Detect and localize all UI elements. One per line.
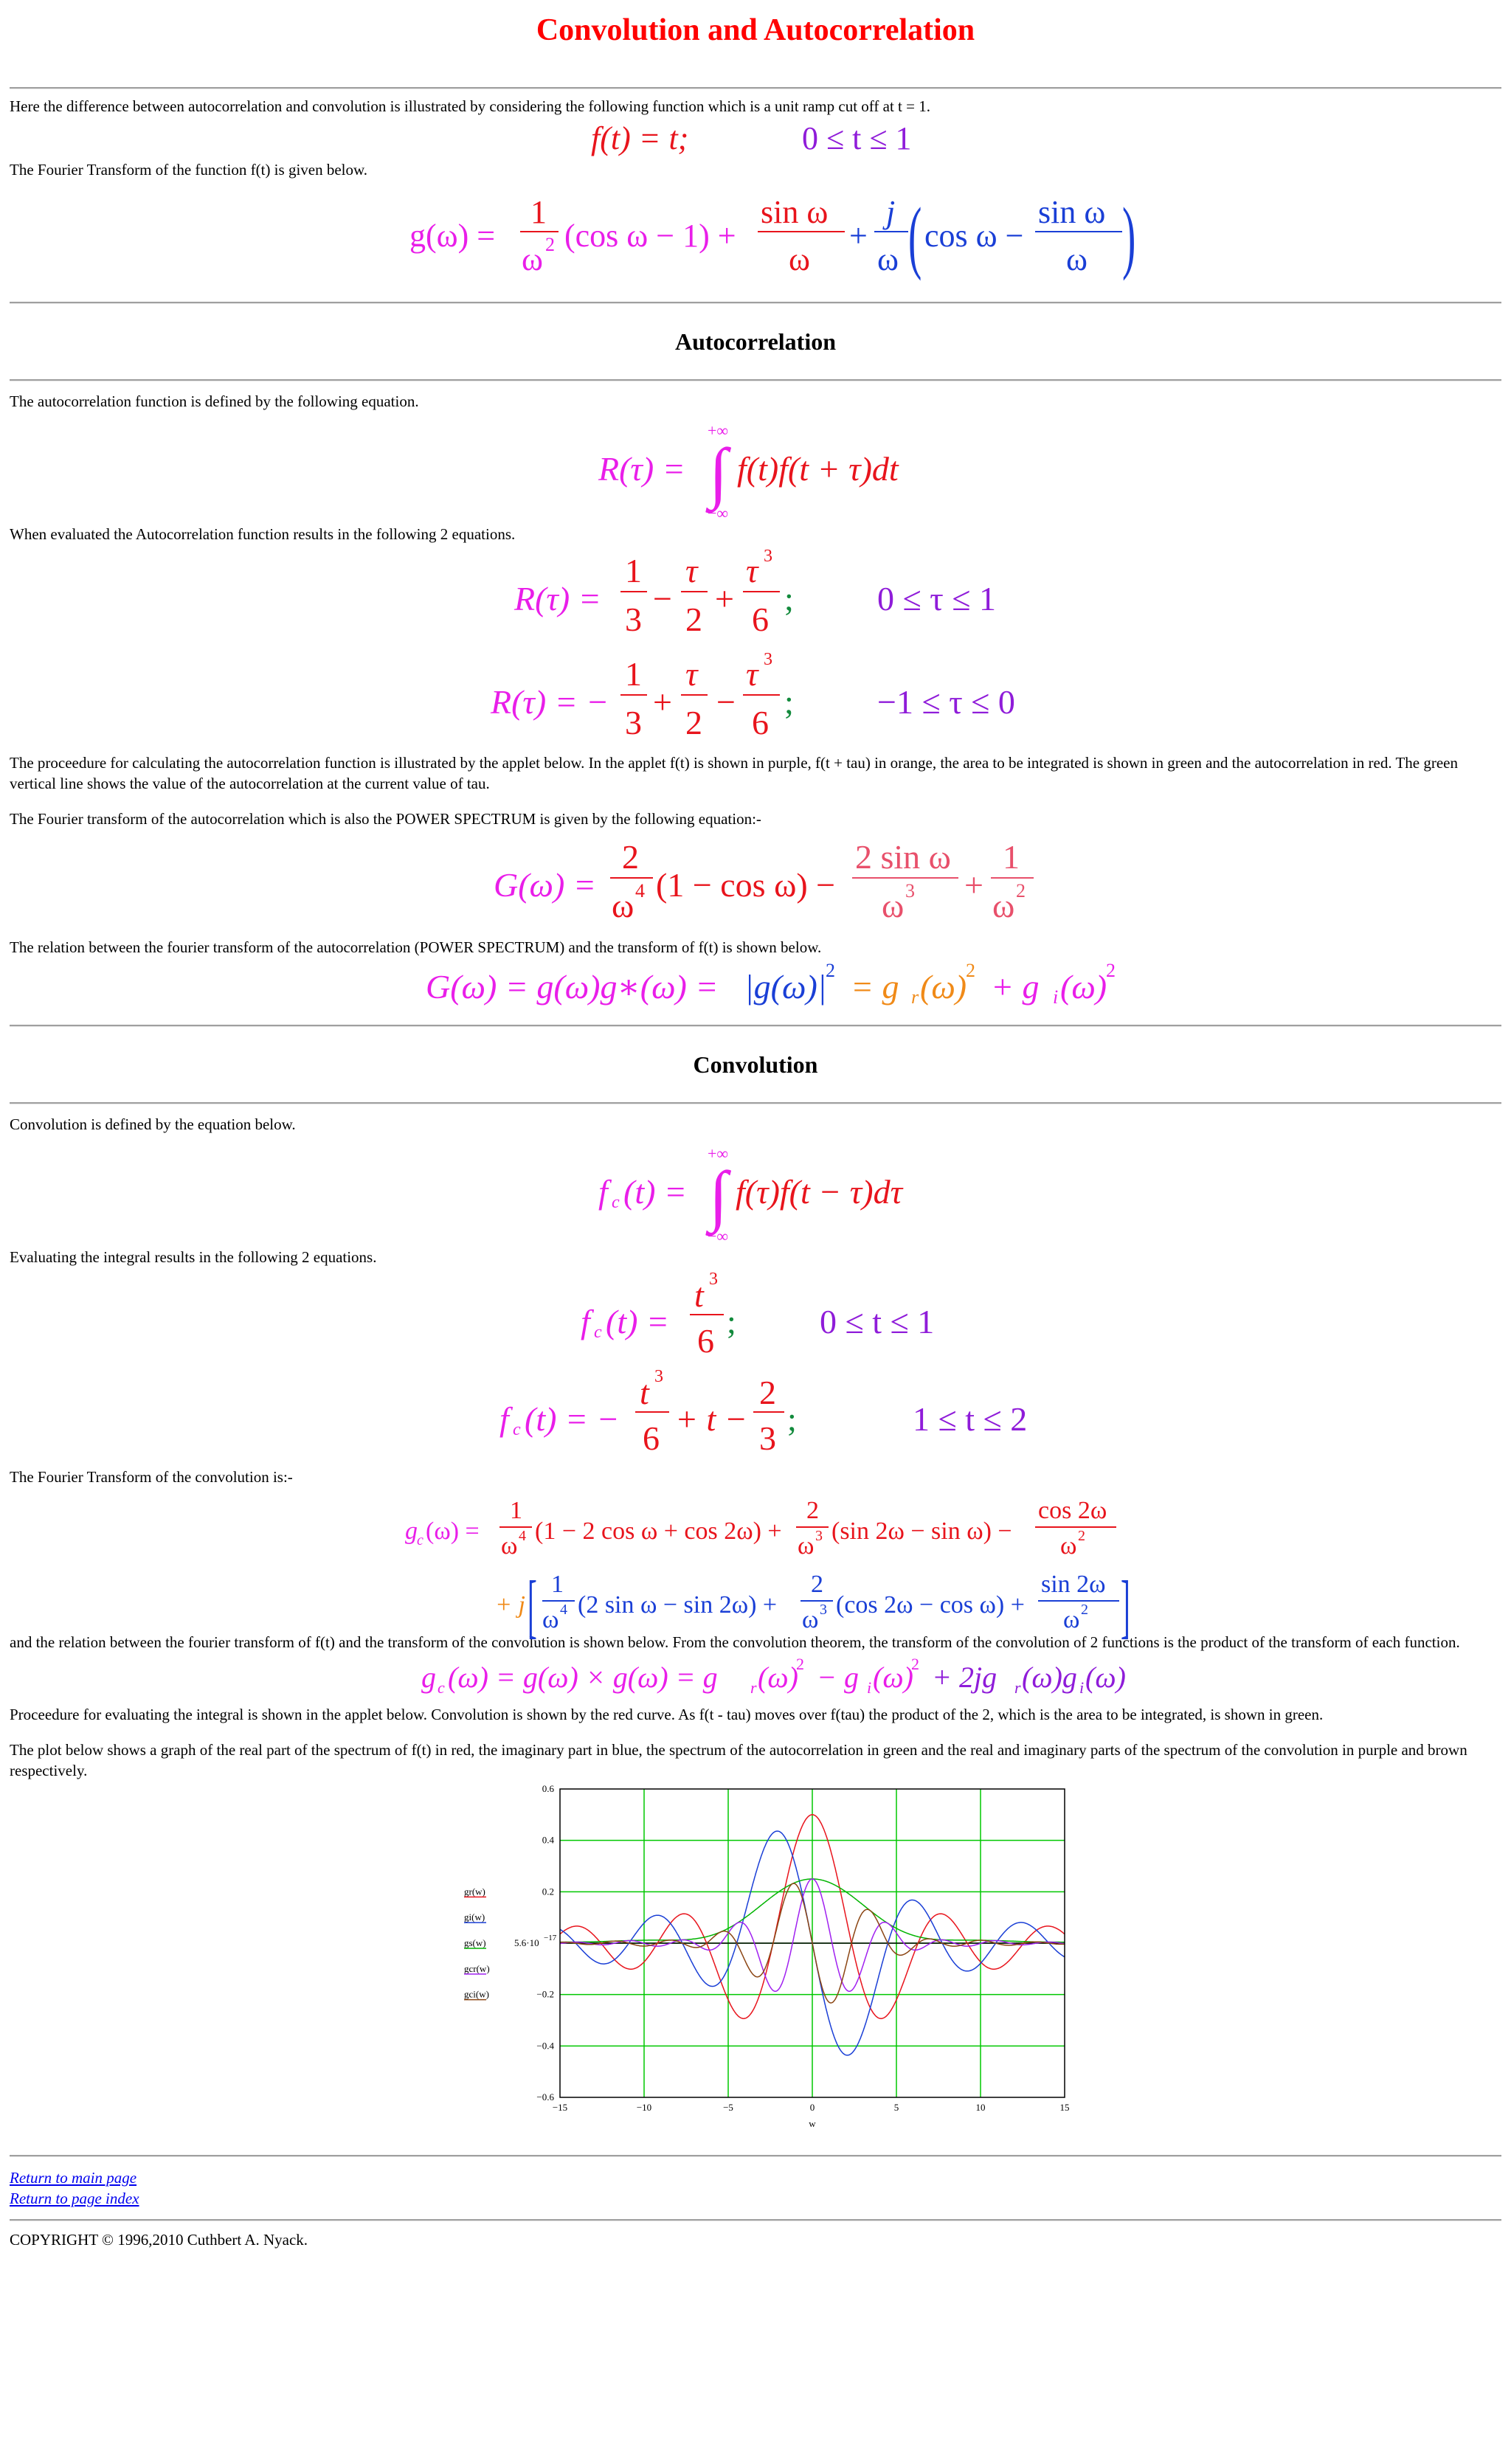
eq-R1-d3: 6 [752, 601, 769, 639]
frac-bar [542, 1600, 575, 1602]
page-title: Convolution and Autocorrelation [536, 13, 975, 47]
eq-R1-lhs: R(τ) = [514, 580, 601, 618]
eq-gcrel-a: g [421, 1661, 436, 1695]
eq-R2-op1: + [653, 683, 672, 721]
eq-fc2-rest: + t − [675, 1400, 747, 1439]
eq-Grel-is: i [1053, 986, 1059, 1008]
equation-R-def [10, 412, 1501, 523]
eq-Grel-e: (ω) [1060, 967, 1107, 1006]
eq-fc1-sub: c [594, 1323, 602, 1343]
eq-gc-n1: 1 [510, 1497, 522, 1525]
eq-gc-m4: (2 sin ω − sin 2ω) + [578, 1591, 778, 1619]
eq-gc-l2a: + j [495, 1591, 525, 1619]
eq-G-p3: 2 [1016, 879, 1026, 901]
eq-fc1-lhs: f [581, 1303, 590, 1341]
eq-Grel-p3: 2 [1106, 959, 1116, 981]
eq-gc-d4: ω [542, 1606, 559, 1634]
equation-R2 [10, 648, 1501, 752]
eq-gc-p6: 2 [1081, 1602, 1088, 1619]
eq-g-num3: j [886, 193, 896, 230]
eq-g-bracket-left: ( [908, 190, 922, 281]
divider [10, 1102, 1501, 1104]
divider [10, 2155, 1501, 2157]
eq-R-int: ∫ [709, 435, 728, 511]
eq-fc1-range: 0 ≤ t ≤ 1 [820, 1303, 935, 1341]
eq-R1-range: 0 ≤ τ ≤ 1 [877, 580, 996, 618]
eq-gcrel-c: (ω) [758, 1661, 798, 1695]
eq-G-op: + [964, 865, 983, 904]
eq-gc-p5: 3 [820, 1602, 827, 1619]
eq-fc-lower: −∞ [708, 1227, 729, 1246]
footer-links [10, 2167, 1501, 2209]
eq-gc-d3: ω [1060, 1532, 1077, 1560]
equation-G [10, 830, 1501, 938]
eq-gc-sub: c [417, 1532, 423, 1549]
eq-Grel-p2: 2 [966, 959, 975, 981]
frac-bar [1038, 1600, 1119, 1602]
frac-bar [690, 1314, 724, 1315]
frac-bar [681, 591, 708, 592]
legend-entry: gcr(w) [464, 1962, 490, 1974]
eq-Grel-d: + g [991, 967, 1040, 1006]
eq-R-lhs: R(τ) = [598, 450, 685, 488]
equation-g [10, 181, 1501, 296]
eq-gc-n2: 2 [806, 1497, 819, 1525]
frac-bar [610, 877, 653, 879]
conv-transform-text: The Fourier Transform of the convolution is:- [10, 1468, 293, 1487]
return-main-link[interactable]: Return to main page [10, 2168, 137, 2187]
equation-ft [10, 117, 1501, 159]
frac-bar [620, 591, 647, 592]
power-relation-text: The relation between the fourier transform of the autocorrelation (POWER SPECTRUM) and the transform of f(t) is shown below. [10, 938, 822, 956]
eq-gcrel-d: − g [817, 1661, 859, 1695]
fourier-intro-text: The Fourier Transform of the function f(t) is given below. [10, 160, 368, 179]
eq-gc-n4: 1 [551, 1571, 564, 1599]
eq-fc-upper: +∞ [708, 1144, 729, 1163]
eq-gc-d5: ω [802, 1606, 819, 1634]
copyright-text: COPYRIGHT © 1996,2010 Cuthbert A. Nyack. [10, 2231, 308, 2249]
eq-g-num4: sin ω [1038, 193, 1106, 230]
eq-gc-p4: 4 [560, 1602, 567, 1619]
eq-ft-range: 0 ≤ t ≤ 1 [802, 120, 912, 156]
divider [10, 87, 1501, 89]
equation-fc2 [10, 1366, 1501, 1464]
x-tick-label: 0 [809, 2101, 815, 2113]
eq-fc2-lhs: f [499, 1400, 509, 1439]
eq-gc-n6: sin 2ω [1041, 1571, 1106, 1599]
conv-procedure-text: Proceedure for evaluating the integral is shown in the applet below. Convolution is shown by the red curve. As f(t - tau) moves over f(tau) the product of the 2, which is the area to be integrated, is shown in green. [10, 1706, 1324, 1724]
autocorr-defined-text: The autocorrelation function is defined by the following equation. [10, 392, 419, 411]
eq-gcrel-p1: 2 [796, 1655, 804, 1674]
eq-gcrel-f: + 2jg [932, 1661, 997, 1695]
frac-bar [758, 231, 845, 232]
eq-gcrel-e: (ω) [873, 1661, 913, 1695]
eq-R2-n1: 1 [625, 655, 642, 693]
eq-R2-n3: τ [746, 655, 758, 693]
spectrum-chart [10, 1782, 1501, 2150]
eq-gc-m1: (1 − 2 cos ω + cos 2ω) + [535, 1517, 782, 1546]
eq-R1-d2: 2 [685, 601, 702, 639]
eq-g-num2: sin ω [761, 193, 829, 230]
eq-R1-n3: τ [746, 552, 758, 590]
eq-gc-m2: (sin 2ω − sin ω) − [831, 1517, 1012, 1546]
eq-gcrel-p2: 2 [911, 1655, 919, 1674]
equation-gc-relation [10, 1653, 1501, 1705]
eq-R-upper: +∞ [708, 421, 729, 440]
eq-R2-d3: 6 [752, 704, 769, 742]
eq-gc-lhs2: (ω) = [426, 1517, 480, 1546]
x-tick-label: 10 [975, 2101, 986, 2113]
eq-Grel-a: G(ω) = g(ω)g∗(ω) = [426, 967, 719, 1006]
eq-Grel-rs: r [911, 986, 919, 1008]
frac-bar [801, 1600, 833, 1602]
x-tick-label: −15 [552, 2101, 568, 2113]
eq-R2-lhs: R(τ) = − [491, 683, 609, 721]
eq-R1-p3: 3 [764, 547, 772, 567]
eq-g-lhs: g(ω) = [409, 217, 496, 254]
eq-g-den2: ω [789, 240, 810, 277]
eq-fc1-n: t [694, 1276, 704, 1315]
eq-R1-n1: 1 [625, 552, 642, 590]
autocorr-evaluated-text: When evaluated the Autocorrelation function results in the following 2 equations. [10, 525, 516, 544]
eq-fc1-lhs2: (t) = [606, 1303, 669, 1341]
eq-R2-range: −1 ≤ τ ≤ 0 [877, 683, 1015, 721]
eq-g-plus: + [849, 217, 868, 254]
eq-gc-bracket-right: ] [1121, 1566, 1130, 1646]
eq-R2-p3: 3 [764, 650, 772, 670]
frac-bar [1035, 231, 1122, 232]
eq-R1-d1: 3 [625, 601, 642, 639]
frac-bar [743, 694, 780, 696]
eq-fc2-semi: ; [787, 1400, 797, 1439]
eq-Grel-b: = g [851, 967, 899, 1006]
y-tick-labels [536, 1783, 554, 2103]
eq-gc-p3: 2 [1078, 1528, 1085, 1545]
eq-fc2-d2: 3 [759, 1419, 776, 1458]
eq-fc2-range: 1 ≤ t ≤ 2 [913, 1400, 1028, 1439]
autocorr-procedure-text: The proceedure for calculating the autocorrelation function is illustrated by the applet below. In the applet f(t) is shown in purple, f(t + tau) in orange, the area to be integrated is shown in green and the autocorrelation in red. The green vertical line shows the value of the autocorrelation at the current value of tau. [10, 754, 1458, 793]
eq-gc-d2: ω [798, 1532, 815, 1560]
eq-g-bracket-right: ) [1122, 190, 1136, 281]
eq-R2-d1: 3 [625, 704, 642, 742]
eq-R1-semi: ; [784, 580, 794, 618]
legend-entry: gr(w) [464, 1886, 485, 1897]
eq-gc-n3: cos 2ω [1038, 1497, 1107, 1525]
eq-R1-op1: − [653, 580, 672, 618]
spectrum-chart-svg [10, 1782, 1501, 2150]
x-tick-label: 5 [893, 2101, 899, 2113]
eq-gcrel-rs: r [750, 1678, 757, 1698]
eq-R2-semi: ; [784, 683, 794, 721]
eq-fc-lhs2: (t) = [623, 1173, 687, 1211]
divider [10, 379, 1501, 381]
eq-gcrel-is: i [867, 1678, 872, 1698]
x-tick-label: 15 [1059, 2101, 1070, 2113]
zero-label-exponent: −17 [544, 1933, 557, 1942]
equation-R1 [10, 545, 1501, 648]
frac-bar [635, 1411, 669, 1413]
frac-bar [1035, 1526, 1116, 1528]
legend-entry: gci(w) [464, 1988, 489, 2000]
eq-gcrel-is2: i [1079, 1678, 1085, 1698]
zero-label: 5.6·10 [514, 1937, 539, 1948]
eq-R2-d2: 2 [685, 704, 702, 742]
plot-description-text: The plot below shows a graph of the real part of the spectrum of f(t) in red, the imaginary part in blue, the spectrum of the autocorrelation in green and the real and imaginary parts of the spectrum of the convolution in purple and brown respectively. [10, 1740, 1467, 1779]
eq-R-body: f(t)f(t + τ)dt [737, 450, 899, 488]
y-tick-label: 0.6 [542, 1782, 554, 1794]
eq-G-d3: ω [992, 886, 1015, 924]
eq-G-lhs: G(ω) = [494, 865, 596, 904]
eq-gc-m5: (cos 2ω − cos ω) + [836, 1591, 1025, 1619]
eq-R2-op2: − [716, 683, 736, 721]
eq-G-d2: ω [882, 886, 905, 924]
eq-fc2-sub: c [513, 1420, 521, 1440]
eq-g-mid1: (cos ω − 1) + [564, 217, 736, 254]
frac-bar [620, 694, 647, 696]
autocorrelation-heading: Autocorrelation [674, 328, 837, 355]
y-tick-label: −0.4 [536, 2040, 554, 2052]
eq-ft-lhs: f(t) = t; [591, 120, 689, 156]
eq-G-p1: 4 [635, 879, 645, 901]
eq-R2-n2: τ [685, 655, 698, 693]
eq-gcrel-rs2: r [1014, 1678, 1021, 1698]
eq-gcrel-sub: c [438, 1678, 445, 1698]
legend [464, 1886, 490, 1999]
eq-gc-p2: 3 [815, 1528, 823, 1545]
frac-bar [499, 1526, 532, 1528]
y-tick-label: 0.2 [542, 1886, 554, 1897]
y-tick-label: 0.4 [542, 1834, 554, 1846]
equation-G-relation [10, 958, 1501, 1022]
eq-fc2-p: 3 [654, 1367, 663, 1387]
eq-fc-int: ∫ [709, 1157, 728, 1233]
eq-gc-p1: 4 [519, 1528, 526, 1545]
x-axis-label: w [809, 2117, 816, 2129]
eq-R1-n2: τ [685, 552, 698, 590]
legend-entry: gi(w) [464, 1911, 485, 1923]
divider [10, 2219, 1501, 2221]
eq-gc-lhs: g [405, 1517, 418, 1546]
legend-entry: gs(w) [464, 1937, 486, 1948]
eq-fc1-d: 6 [697, 1322, 714, 1360]
eq-g-den1: ω [522, 240, 543, 277]
equation-fc-def [10, 1135, 1501, 1246]
eq-G-mid: (1 − cos ω) − [656, 865, 836, 904]
return-index-link[interactable]: Return to page index [10, 2190, 139, 2208]
eq-fc2-n: t [640, 1374, 649, 1412]
frac-bar [796, 1526, 829, 1528]
convolution-heading: Convolution [693, 1051, 818, 1078]
eq-G-n2: 2 sin ω [855, 837, 951, 876]
frac-bar [753, 1411, 784, 1413]
eq-gcrel-g: (ω)g [1022, 1661, 1077, 1695]
eq-gc-d1: ω [501, 1532, 518, 1560]
divider [10, 1025, 1501, 1027]
eq-gc-bracket-left: [ [528, 1566, 537, 1646]
eq-gc-n5: 2 [811, 1571, 823, 1599]
eq-fc1-semi: ; [727, 1303, 736, 1341]
eq-fc-lhs: f [598, 1173, 608, 1211]
eq-gcrel-b: (ω) = g(ω) × g(ω) = g [448, 1661, 718, 1695]
eq-fc-sub: c [612, 1193, 620, 1213]
eq-fc2-lhs2: (t) = − [525, 1400, 620, 1439]
equation-fc1 [10, 1268, 1501, 1366]
eq-g-num1: 1 [530, 193, 547, 230]
eq-G-d1: ω [612, 886, 635, 924]
eq-Grel-p: 2 [826, 959, 835, 981]
eq-g-p1: 2 [545, 233, 555, 255]
frac-bar [991, 877, 1034, 879]
eq-fc1-p: 3 [709, 1270, 718, 1290]
divider [10, 302, 1501, 304]
intro-text: Here the difference between autocorrelation and convolution is illustrated by considering the following function which is a unit ramp cut off at t = 1. [10, 97, 930, 115]
eq-g-den4: ω [1066, 240, 1088, 277]
conv-relation-text: and the relation between the fourier transform of f(t) and the transform of the convolution is shown below. From the convolution theorem, the transform of the convolution of 2 functions is the product of the transform of each function. [10, 1633, 1460, 1652]
conv-evaluated-text: Evaluating the integral results in the following 2 equations. [10, 1248, 377, 1267]
eq-fc-body: f(τ)f(t − τ)dτ [736, 1173, 903, 1211]
x-tick-label: −10 [636, 2101, 652, 2113]
frac-bar [874, 231, 908, 232]
eq-G-p2: 3 [905, 879, 915, 901]
eq-g-den3: ω [877, 240, 899, 277]
x-tick-label: −5 [723, 2101, 733, 2113]
eq-fc2-n2: 2 [759, 1374, 776, 1412]
y-tick-label: −0.6 [536, 2091, 554, 2103]
eq-G-n3: 1 [1003, 837, 1020, 876]
eq-Grel-abs: |g(ω)| [744, 967, 827, 1006]
frac-bar [743, 591, 780, 592]
eq-R-lower: −∞ [708, 504, 729, 523]
frac-bar [681, 694, 708, 696]
y-tick-label: −0.2 [536, 1988, 554, 2000]
eq-gc-d6: ω [1063, 1606, 1080, 1634]
conv-defined-text: Convolution is defined by the equation below. [10, 1115, 296, 1134]
eq-g-cos: cos ω − [924, 217, 1024, 254]
eq-fc2-d: 6 [643, 1419, 660, 1458]
eq-R1-op2: + [715, 580, 734, 618]
x-tick-labels [553, 2102, 1070, 2113]
eq-G-n1: 2 [622, 837, 639, 876]
eq-gcrel-h: (ω) [1085, 1661, 1126, 1695]
eq-Grel-c: (ω) [920, 967, 967, 1006]
power-spectrum-text: The Fourier transform of the autocorrelation which is also the POWER SPECTRUM is given by the following equation:- [10, 809, 761, 828]
